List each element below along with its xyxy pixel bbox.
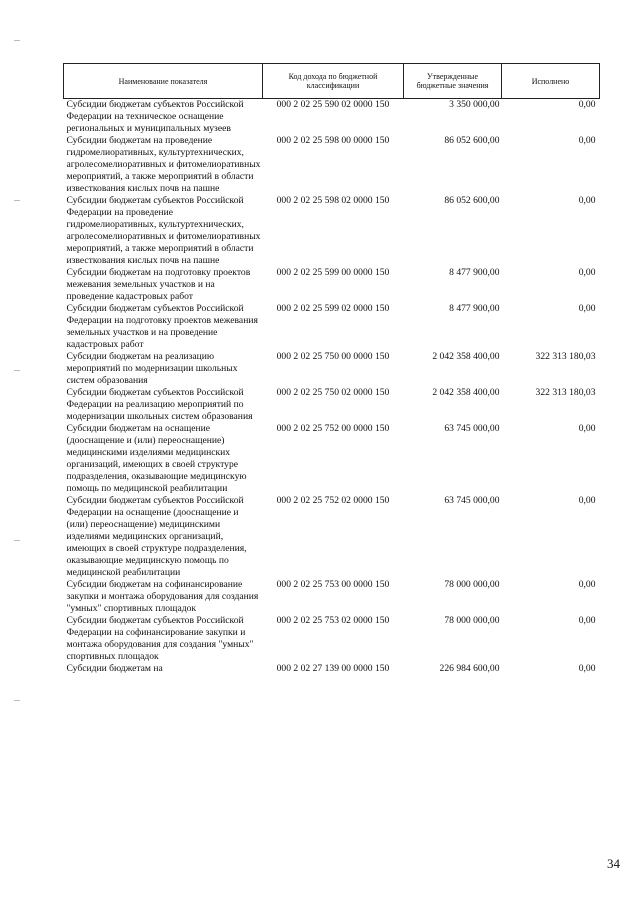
budget-table (63, 63, 600, 675)
row-code-cell: 000 2 02 25 599 00 0000 150 (276, 267, 390, 278)
table-row (64, 351, 600, 387)
row-approved-cell: 63 745 000,00 (444, 495, 500, 506)
margin-marks (14, 40, 22, 820)
row-executed-cell: 0,00 (578, 615, 596, 626)
table-row (64, 615, 600, 663)
row-code-cell: 000 2 02 25 598 00 0000 150 (276, 135, 390, 146)
row-executed-cell: 0,00 (578, 579, 596, 590)
row-approved-cell: 8 477 900,00 (449, 303, 500, 314)
row-name-cell: Субсидии бюджетам субъектов Российской Федерации на оснащение (дооснащение и (или) переоснащение) медицинскими изделиями медицинских организаций, имеющих в своей структуре подразделения, оказывающие медицинскую помощь по медицинской реабилитации (66, 495, 247, 578)
row-approved-cell: 8 477 900,00 (449, 267, 500, 278)
row-code-cell: 000 2 02 25 750 00 0000 150 (276, 351, 390, 362)
header-approved: Утвержденные бюджетные значения (404, 64, 502, 99)
row-code-cell: 000 2 02 25 753 02 0000 150 (276, 615, 390, 626)
row-code-cell: 000 2 02 25 599 02 0000 150 (276, 303, 390, 314)
row-executed-cell: 0,00 (578, 423, 596, 434)
row-executed-cell: 0,00 (578, 663, 596, 674)
row-name-cell: Субсидии бюджетам на реализацию мероприятий по модернизации школьных систем образования (66, 351, 238, 386)
row-name-cell: Субсидии бюджетам субъектов Российской Федерации на софинансирование закупки и монтажа оборудования для создания "умных" спортивных площадок (66, 615, 254, 662)
table-row (64, 387, 600, 423)
table-row (64, 135, 600, 195)
row-code-cell: 000 2 02 25 753 00 0000 150 (276, 579, 390, 590)
row-code-cell: 000 2 02 25 598 02 0000 150 (276, 195, 390, 206)
table-header-row (64, 64, 600, 99)
row-code-cell: 000 2 02 25 590 02 0000 150 (276, 99, 390, 110)
table-row (64, 663, 600, 675)
page-number: 34 (607, 856, 620, 871)
row-executed-cell: 322 313 180,03 (535, 387, 596, 398)
row-approved-cell: 63 745 000,00 (444, 423, 500, 434)
row-name-cell: Субсидии бюджетам субъектов Российской Федерации на техническое оснащение региональных и муниципальных музеев (66, 99, 244, 134)
row-name-cell: Субсидии бюджетам субъектов Российской Федерации на подготовку проектов межевания земельных участков и на проведение кадастровых работ (66, 303, 258, 350)
row-executed-cell: 0,00 (578, 495, 596, 506)
row-name-cell: Субсидии бюджетам субъектов Российской Федерации на проведение гидромелиоративных, культуртехнических, агролесомелиоративных и фитомелиоративных мероприятий, а также мероприятий в области известкования кислых почв на пашне (66, 195, 261, 266)
header-code: Код дохода по бюджетной классификации (263, 64, 404, 99)
row-executed-cell: 0,00 (578, 267, 596, 278)
row-name-cell: Субсидии бюджетам на оснащение (дооснащение и (или) переоснащение) медицинскими изделиями медицинских организаций, имеющих в своей структуре подразделения, оказывающие медицинскую помощь по медицинской реабилитации (66, 423, 247, 494)
row-approved-cell: 2 042 358 400,00 (432, 351, 500, 362)
row-code-cell: 000 2 02 25 752 02 0000 150 (276, 495, 390, 506)
table-row (64, 423, 600, 495)
row-executed-cell: 0,00 (578, 195, 596, 206)
row-approved-cell: 86 052 600,00 (444, 135, 500, 146)
row-executed-cell: 0,00 (578, 303, 596, 314)
row-approved-cell: 3 350 000,00 (449, 99, 500, 110)
header-name: Наименование показателя (64, 64, 263, 99)
row-approved-cell: 226 984 600,00 (439, 663, 500, 674)
row-approved-cell: 86 052 600,00 (444, 195, 500, 206)
row-name-cell: Субсидии бюджетам на проведение гидромелиоративных, культуртехнических, агролесомелиоративных и фитомелиоративных мероприятий, а также мероприятий в области известкования кислых почв на пашне (66, 135, 261, 194)
row-name-cell: Субсидии бюджетам на софинансирование закупки и монтажа оборудования для создания "умных" спортивных площадок (66, 579, 259, 614)
row-name-cell: Субсидии бюджетам субъектов Российской Федерации на реализацию мероприятий по модернизации школьных систем образования (66, 387, 253, 422)
row-code-cell: 000 2 02 27 139 00 0000 150 (276, 663, 390, 674)
header-executed: Исполнено (502, 64, 600, 99)
table-row (64, 267, 600, 303)
row-code-cell: 000 2 02 25 752 00 0000 150 (276, 423, 390, 434)
table-row (64, 495, 600, 579)
table-row (64, 303, 600, 351)
row-name-cell: Субсидии бюджетам на (66, 663, 163, 674)
row-executed-cell: 322 313 180,03 (535, 351, 596, 362)
row-code-cell: 000 2 02 25 750 02 0000 150 (276, 387, 390, 398)
row-name-cell: Субсидии бюджетам на подготовку проектов межевания земельных участков и на проведение кадастровых работ (66, 267, 251, 302)
row-approved-cell: 2 042 358 400,00 (432, 387, 500, 398)
row-approved-cell: 78 000 000,00 (444, 579, 500, 590)
row-executed-cell: 0,00 (578, 99, 596, 110)
row-executed-cell: 0,00 (578, 135, 596, 146)
table-row (64, 195, 600, 267)
table-row (64, 579, 600, 615)
row-approved-cell: 78 000 000,00 (444, 615, 500, 626)
table-row (64, 99, 600, 136)
